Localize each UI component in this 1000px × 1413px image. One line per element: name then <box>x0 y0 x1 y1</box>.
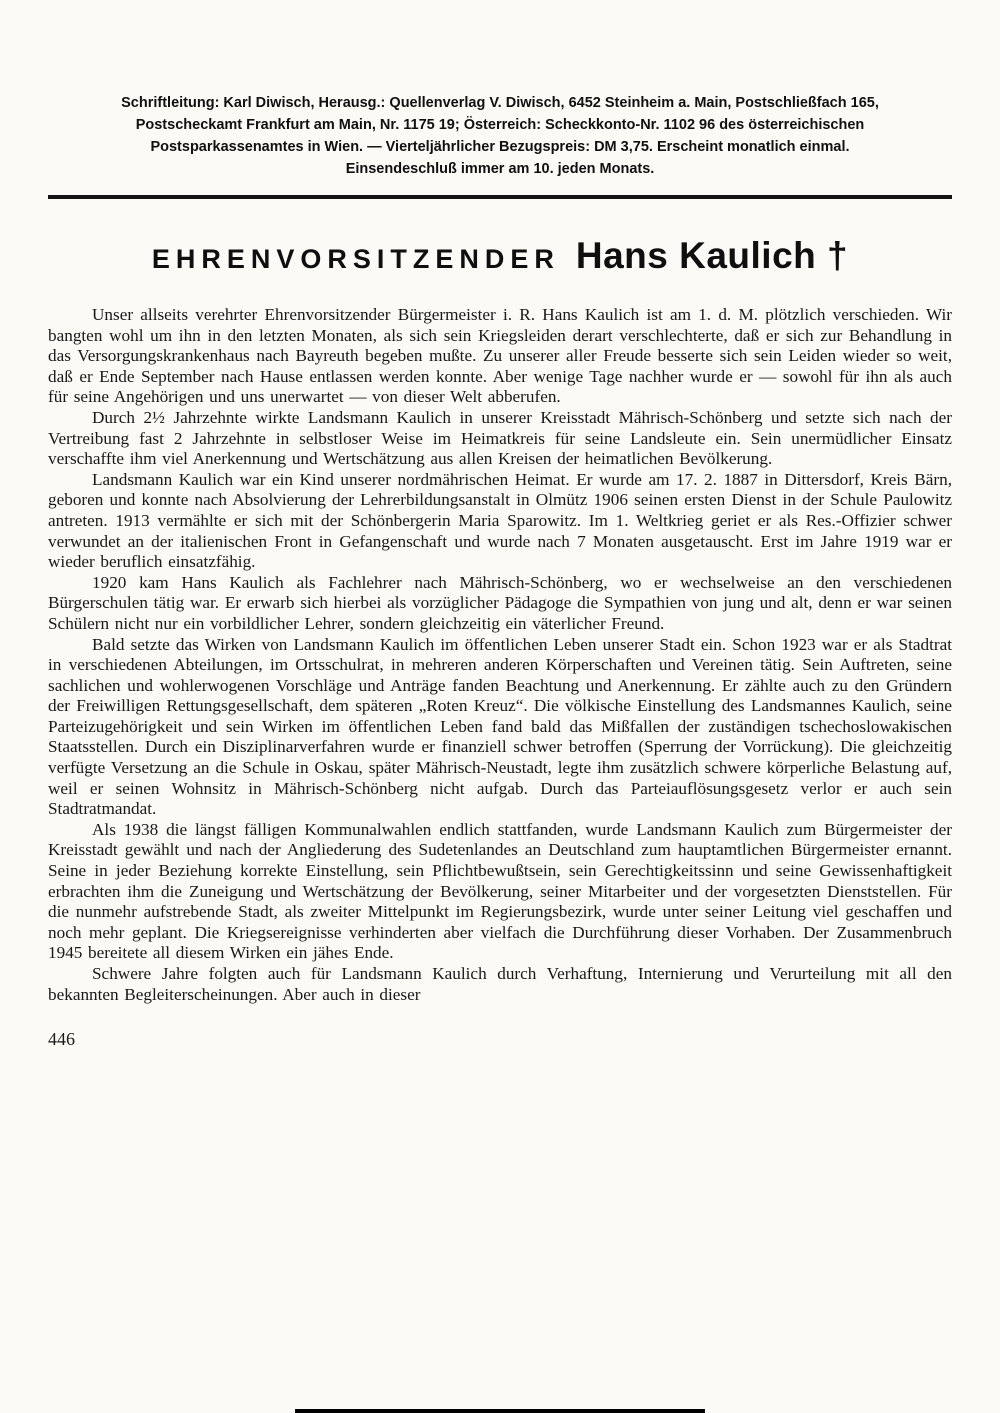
page-number: 446 <box>48 1029 75 1050</box>
paragraph: Schwere Jahre folgten auch für Landsmann Kaulich durch Verhaftung, Internierung und Verurteilung mit all den bekannten Begleiterscheinungen. Aber auch in dieser <box>48 964 952 1004</box>
divider-rule <box>48 195 952 199</box>
paragraph: 1920 kam Hans Kaulich als Fachlehrer nach Mährisch-Schönberg, wo er wechselweise an den verschiedenen Bürgerschulen tätig war. Er erwarb sich hierbei als vorzüglicher Pädagoge die Sympathien von jung und alt, denn er war seinen Schülern nicht nur ein vorbildlicher Lehrer, sondern gleichzeitig ein väterlicher Freund. <box>48 572 952 633</box>
paragraph: Landsmann Kaulich war ein Kind unserer nordmährischen Heimat. Er wurde am 17. 2. 1887 in Dittersdorf, Kreis Bärn, geboren und konnte nach Absolvierung der Lehrerbildungsanstalt in Olmütz 1906 seinen ersten Dienst in der Schule Paulowitz antreten. 1913 vermählte er sich mit der Schönbergerin Maria Sparowitz. Im 1. Weltkrieg geriet er als Res.-Offizier schwer verwundet an der italienischen Front in Gefangenschaft und wurde nach 7 Monaten ausgetauscht. Erst im Jahre 1919 war er wieder beruflich einsatzfähig. <box>48 469 952 572</box>
paragraph: Unser allseits verehrter Ehrenvorsitzender Bürgermeister i. R. Hans Kaulich ist am 1. d. M. plötzlich verschieden. Wir bangten wohl um ihn in den letzten Monaten, als sich sein Kriegsleiden derart verschlechterte, daß er sich zur Behandlung in das Versorgungskrankenhaus nach Bayreuth begeben mußte. Zu unserer aller Freude besserte sich sein Leiden wieder so weit, daß er Ende September nach Hause entlassen werden konnte. Aber wenige Tage nachher wurde er — sowohl für ihn als auch für seine Angehörigen und uns unerwartet — von dieser Welt abberufen. <box>48 305 952 407</box>
masthead-line: Postsparkassenamtes in Wien. — Vierteljährlicher Bezugspreis: DM 3,75. Erscheint monatlich einmal. <box>150 139 850 155</box>
paragraph: Bald setzte das Wirken von Landsmann Kaulich im öffentlichen Leben unserer Stadt ein. Schon 1923 war er als Stadtrat in verschiedenen Abteilungen, im Ortsschulrat, in mehreren anderen Körperschaften und Vereinen tätig. Sein Auftreten, seine sachlichen und wohlerwogenen Vorschläge und Anträge fanden Beachtung und Anerkennung. Er zählte auch zu den Gründern der Freiwilligen Rettungsgesellschaft, dem späteren „Roten Kreuz“. Die völkische Einstellung des Landsmannes Kaulich, seine Parteizugehörigkeit und sein Wirken im öffentlichen Leben fand bald das Mißfallen der zuständigen tschechoslowakischen Staatsstellen. Durch ein Disziplinarverfahren wurde er finanziell schwer betroffen (Sperrung der Vorrückung). Die gleichzeitig verfügte Versetzung an die Schule in Oskau, später Mährisch-Neustadt, legte ihm zusätzlich schwere körperliche Belastung auf, weil er seinen Wohnsitz in Mährisch-Schönberg nicht aufgab. Durch das Parteiauflösungsgesetz verlor er auch sein Stadtratmandat. <box>48 634 952 819</box>
masthead-line: Schriftleitung: Karl Diwisch, Herausg.: Quellenverlag V. Diwisch, 6452 Steinheim a. Main, Postschließfach 165, <box>121 95 879 111</box>
paragraph: Als 1938 die längst fälligen Kommunalwahlen endlich stattfanden, wurde Landsmann Kaulich zum Bürgermeister der Kreisstadt gewählt und nach der Angliederung des Sudetenlandes an Deutschland zum hauptamtlichen Bürgermeister ernannt. Seine in jeder Beziehung korrekte Einstellung, sein Pflichtbewußtsein, sein Gerechtigkeitssinn und seine Gewissenhaftigkeit erbrachten ihm die Zuneigung und Wertschätzung der Bevölkerung, seiner Mitarbeiter und der vorgesetzten Dienststellen. Für die nunmehr aufstrebende Stadt, als zweiter Mittelpunkt im Regierungsbezirk, wurde unter seiner Leitung viel geschaffen und noch mehr geplant. Die Kriegsereignisse verhinderten aber vielfach die Durchführung dieser Vorhaben. Der Zusammenbruch 1945 bereitete all diesem Wirken ein jähes Ende. <box>48 819 952 963</box>
article-title <box>48 235 952 277</box>
masthead-line: Einsendeschluß immer am 10. jeden Monats. <box>345 161 655 177</box>
scan-artifact-line <box>295 1409 705 1413</box>
masthead-line: Postscheckamt Frankfurt am Main, Nr. 1175 19; Österreich: Scheckkonto-Nr. 1102 96 des österreichischen <box>135 117 865 133</box>
paragraph: Durch 2½ Jahrzehnte wirkte Landsmann Kaulich in unserer Kreisstadt Mährisch-Schönberg und setzte sich nach der Vertreibung fast 2 Jahrzehnte in selbstloser Weise im Heimatkreis für seine Landsleute ein. Sein unermüdlicher Einsatz verschaffte ihm viel Anerkennung und Wertschätzung aus allen Kreisen der heimatlichen Bevölkerung. <box>48 407 952 469</box>
title-role-text: EHRENVORSITZENDER <box>151 244 560 274</box>
masthead <box>48 0 952 180</box>
title-person-name: Hans Kaulich † <box>575 235 849 276</box>
article-body <box>48 305 952 1005</box>
